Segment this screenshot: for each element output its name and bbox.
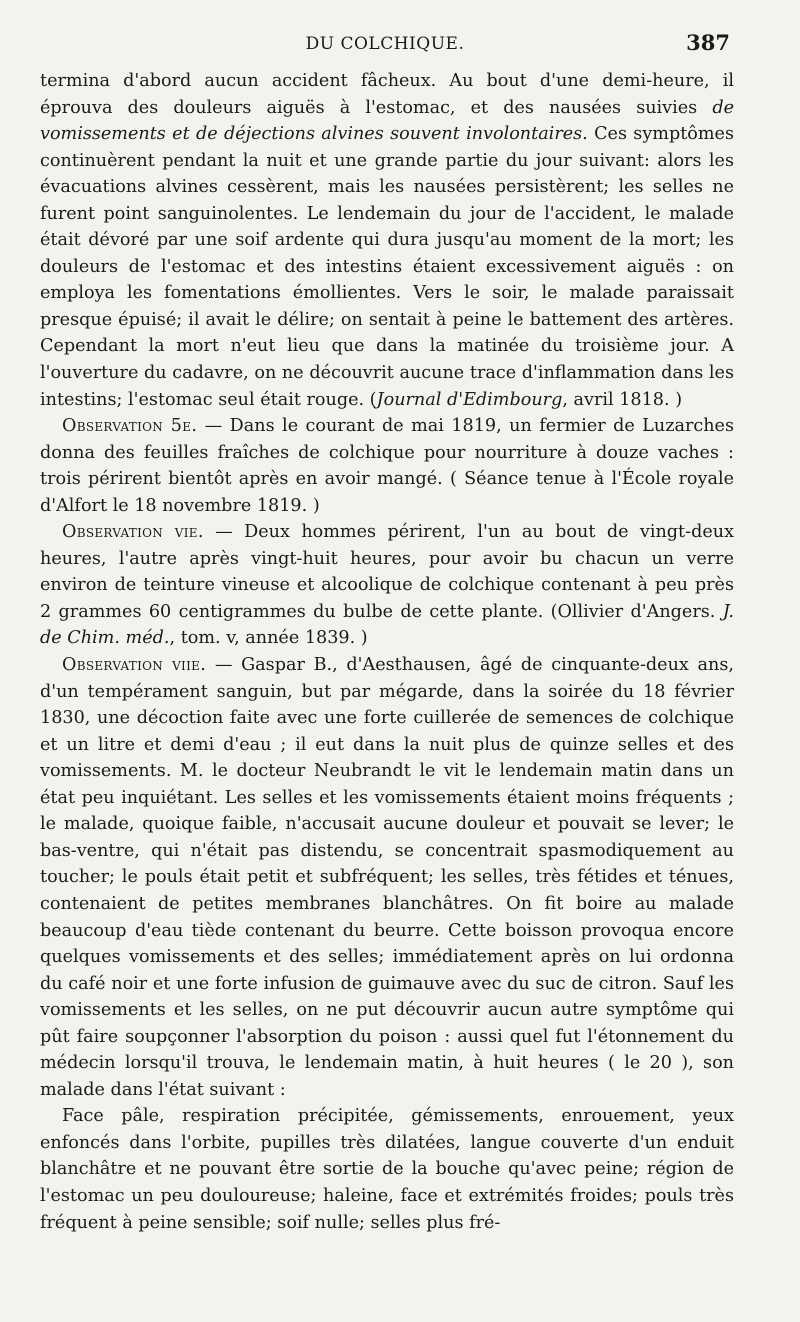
observation-6 — [40, 519, 734, 652]
page-number: 387 — [686, 30, 730, 55]
text-run: — Deux hommes périrent, l'un au bout de vingt-deux heures, l'autre après vingt-huit heures, pour avoir bu chacun un verre environ de teinture vineuse et alcoolique de colchique contenant à peu près 2 grammes 60 centigrammes du bulbe de cette plante. (Ollivier d'Angers. — [40, 522, 734, 622]
page-body — [40, 68, 734, 1236]
text-run: , tom. v, année 1839. ) — [169, 628, 368, 649]
paragraph-continuation — [40, 68, 734, 413]
running-title: DU COLCHIQUE. — [305, 34, 465, 54]
observation-5 — [40, 413, 734, 519]
journal-citation: J. de Chim. méd. — [40, 601, 734, 649]
text-run: termina d'abord aucun accident fâcheux. Au bout d'une demi-heure, il éprouva des douleurs aiguës à l'estomac, et des nausées suivies — [40, 71, 734, 118]
italic-run: de vomissements et de déjections alvines souvent involontaires. — [40, 97, 734, 145]
observation-heading: Observation 5e. — [62, 416, 198, 437]
observation-7 — [40, 652, 734, 1103]
observation-heading: Observation viie. — [62, 655, 207, 676]
text-run: — Dans le courant de mai 1819, un fermier de Luzarches donna des feuilles fraîches de colchique pour nourriture à douze vaches : trois périrent bientôt après en avoir mangé. ( Séance tenue à l'École royale d'Alfort le 18 novembre 1819. ) — [40, 416, 734, 516]
journal-citation: Journal d'Edimbourg — [376, 389, 563, 410]
text-run: Face pâle, respiration précipitée, gémissements, enrouement, yeux enfoncés dans l'orbite, pupilles très dilatées, langue couverte d'un enduit blanchâtre et ne pouvant être sortie de la bouche qu'avec peine; région de l'estomac un peu douloureuse; haleine, face et extrémités froides; pouls très fréquent à peine sensible; soif nulle; selles plus fré- — [40, 1106, 734, 1233]
text-run: — Gaspar B., d'Aesthausen, âgé de cinquante-deux ans, d'un tempérament sanguin, but par mégarde, dans la soirée du 18 février 1830, une décoction faite avec une forte cuillerée de semences de colchique et un litre et demi d'eau ; il eut dans la nuit plus de quinze selles et des vomissements. M. le docteur Neubrandt le vit le lendemain matin dans un état peu inquiétant. Les selles et les vomissements étaient moins fréquents ; le malade, quoique faible, n'accusait aucune douleur et pouvait se lever; le bas-ventre, qui n'était pas distendu, se concentrait spasmodiquement au toucher; le pouls était petit et subfréquent; les selles, très fétides et ténues, contenaient de petites membranes blanchâtres. On fit boire au malade beaucoup d'eau tiède contenant du beurre. Cette boisson provoqua encore quelques vomissements et des selles; immédiatement après on lui ordonna du café noir et une forte infusion de guimauve avec du suc de citron. Sauf les vomissements et les selles, on ne put découvrir aucun autre symptôme qui pût faire soupçonner l'absorption du poison : aussi quel fut l'étonnement du médecin lorsqu'il trouva, le lendemain matin, à huit heures ( le 20 ), son malade dans l'état suivant : — [40, 655, 734, 1100]
symptoms-paragraph — [40, 1103, 734, 1236]
observation-heading: Observation vie. — [62, 522, 204, 543]
text-run: Ces symptômes continuèrent pendant la nuit et une grande partie du jour suivant: alors les évacuations alvines cessèrent, mais les nausées persistèrent; les selles ne furent point sanguinolentes. Le lendemain du jour de l'accident, le malade était dévoré par une soif ardente qui dura jusqu'au moment de la mort; les douleurs de l'estomac et des intestins étaient excessivement aiguës : on employa les fomentations émollientes. Vers le soir, le malade paraissait presque épuisé; il avait le délire; on sentait à peine le battement des artères. Cependant la mort n'eut lieu que dans la matinée du troisième jour. A l'ouverture du cadavre, on ne découvrit aucune trace d'inflammation dans les intestins; l'estomac seul était rouge. ( — [40, 124, 734, 410]
page-header — [40, 30, 730, 60]
text-run: , avril 1818. ) — [562, 389, 683, 410]
